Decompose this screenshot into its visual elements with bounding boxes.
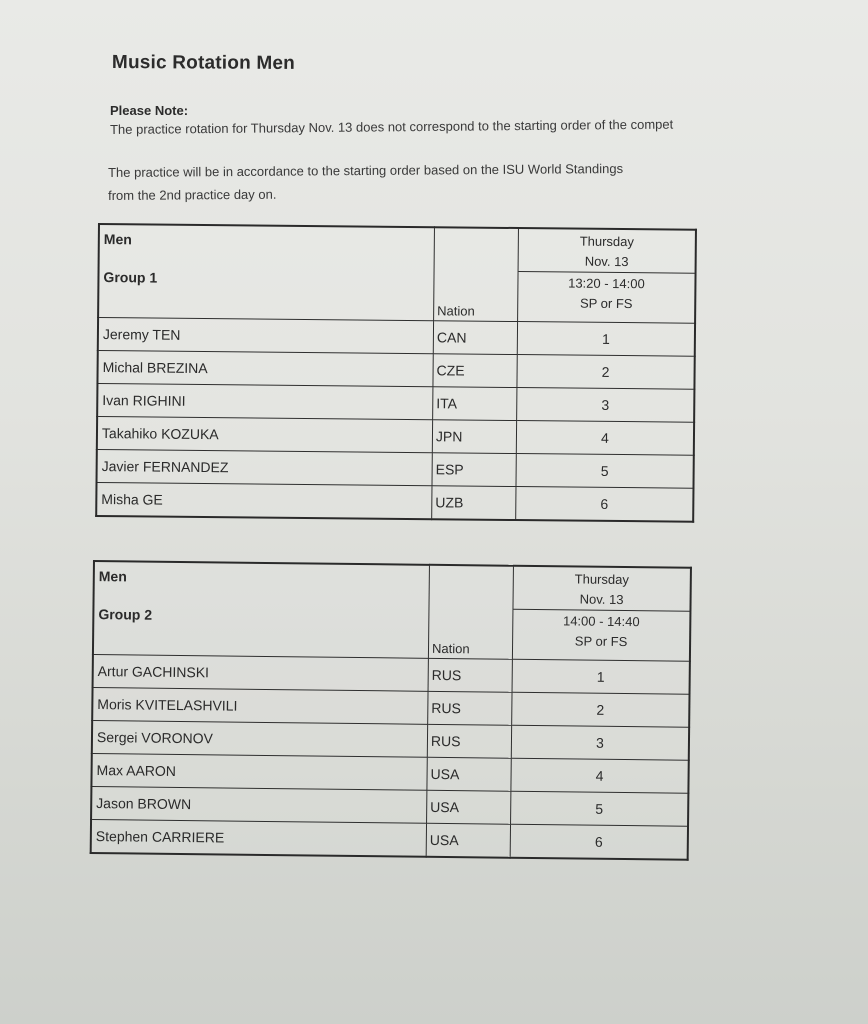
skater-order: 5 [516, 454, 694, 489]
header-category-cell [98, 224, 434, 321]
skater-name: Artur GACHINSKI [93, 655, 429, 692]
session-segment: SP or FS [574, 633, 628, 650]
session-date: Nov. 13 [584, 253, 629, 270]
session-day: Thursday [574, 571, 629, 588]
skater-order: 3 [517, 388, 695, 423]
skater-order: 1 [517, 322, 695, 357]
note-text-line: The practice rotation for Thursday Nov. 13 does not correspond to the starting order of the compet [110, 116, 674, 137]
table-header-row [93, 561, 691, 661]
skater-name: Ivan RIGHINI [97, 384, 433, 420]
skater-nation: ITA [433, 387, 517, 421]
skater-name: Sergei VORONOV [92, 721, 428, 758]
skater-nation: UZB [432, 486, 516, 520]
session-time: 14:00 - 14:40 [562, 613, 640, 630]
skater-order: 4 [511, 758, 689, 793]
skater-nation: USA [427, 757, 511, 791]
table-header-row [98, 224, 696, 323]
note-text-line: from the 2nd practice day on. [108, 186, 277, 203]
skater-nation: JPN [432, 420, 516, 454]
category-label: Men [103, 231, 132, 248]
skater-nation: USA [426, 823, 510, 857]
session-time-box [518, 272, 694, 315]
group-1-rotation-table [95, 223, 697, 523]
note-heading: Please Note: [110, 103, 189, 118]
skater-name: Stephen CARRIERE [91, 819, 427, 856]
nation-header: Nation [428, 565, 513, 659]
group-label: Group 2 [98, 606, 153, 623]
skater-name: Jeremy TEN [98, 318, 434, 354]
skater-name: Max AARON [91, 753, 427, 790]
header-category-cell [93, 561, 430, 658]
skater-nation: CZE [433, 354, 517, 388]
session-date: Nov. 13 [579, 591, 624, 608]
table-row [91, 819, 688, 859]
skater-name: Javier FERNANDEZ [97, 449, 433, 485]
session-date-box [513, 567, 689, 612]
session-time: 13:20 - 14:00 [568, 275, 645, 292]
skater-name: Moris KVITELASHVILI [92, 688, 428, 725]
group-label: Group 1 [103, 269, 158, 286]
skater-order: 3 [511, 725, 689, 760]
skater-nation: RUS [428, 691, 512, 725]
skater-name: Michal BREZINA [97, 351, 433, 387]
session-header-cell [518, 228, 696, 323]
skater-name: Misha GE [96, 482, 432, 519]
category-label: Men [98, 568, 127, 585]
skater-nation: USA [427, 790, 511, 824]
skater-nation: RUS [428, 658, 512, 692]
skater-order: 6 [510, 824, 688, 860]
session-segment: SP or FS [579, 295, 633, 312]
session-time-box [513, 610, 689, 653]
skater-order: 1 [512, 659, 690, 694]
nation-header: Nation [434, 227, 519, 321]
table-row [96, 482, 693, 521]
skater-nation: RUS [427, 724, 511, 758]
skater-order: 4 [516, 421, 694, 456]
session-day: Thursday [579, 233, 635, 250]
skater-nation: CAN [433, 321, 517, 355]
skater-name: Jason BROWN [91, 786, 427, 823]
skater-order: 2 [512, 692, 690, 727]
session-date-box [519, 229, 695, 274]
group-2-rotation-table [90, 560, 692, 861]
skater-order: 5 [511, 791, 689, 826]
skater-order: 2 [517, 355, 695, 390]
document-title: Music Rotation Men [111, 52, 296, 74]
note-text-line: The practice will be in accordance to the starting order based on the ISU World Standings [108, 160, 624, 180]
session-header-cell [512, 566, 691, 662]
skater-order: 6 [516, 487, 694, 522]
skater-name: Takahiko KOZUKA [97, 417, 433, 453]
skater-nation: ESP [432, 453, 516, 487]
